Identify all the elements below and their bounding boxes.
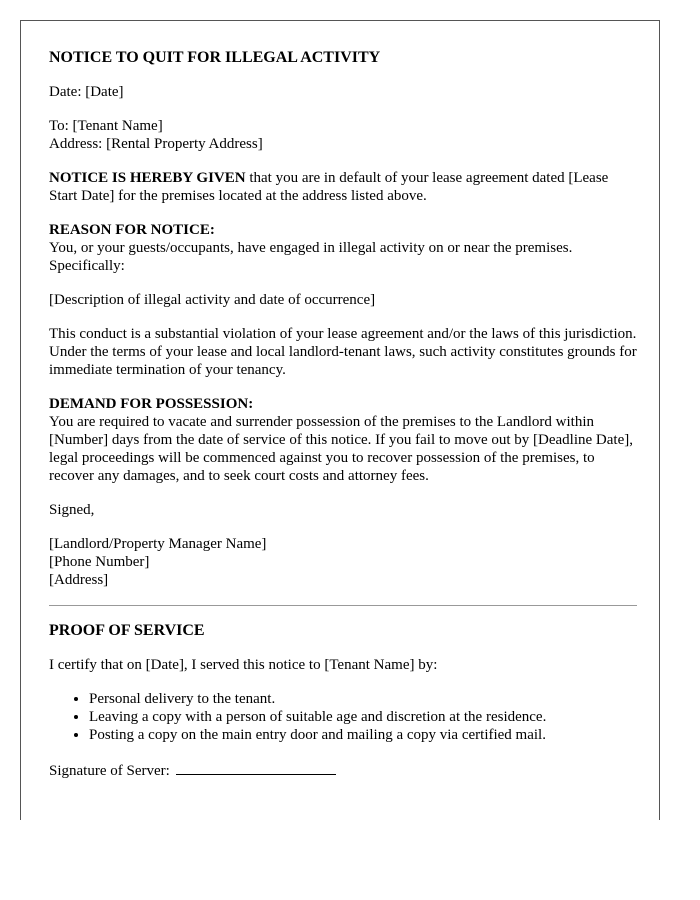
signed-label: Signed, <box>49 502 95 518</box>
signer-address: [Address] <box>49 572 109 588</box>
reason-section <box>49 221 637 275</box>
notice-paragraph <box>49 169 637 205</box>
demand-text: You are required to vacate and surrender possession of the premises to the Landlord within [Number] days from the date of service of this notice. If you fail to move out by [Deadline Date], legal proceedings will be commenced against you to recover possession of the premises, to recover any damages, and to seek court costs and attorney fees. <box>49 414 633 484</box>
list-item: • Posting a copy on the main entry door and mailing a copy via certified mail. <box>89 726 637 744</box>
signer-block <box>49 535 637 589</box>
document-title: NOTICE TO QUIT FOR ILLEGAL ACTIVITY <box>49 49 381 66</box>
section-divider <box>49 605 637 606</box>
list-item: • Leaving a copy with a person of suitable age and discretion at the residence. <box>89 708 637 726</box>
signature-row <box>49 760 637 780</box>
demand-section <box>49 395 637 485</box>
recipient-block <box>49 117 637 153</box>
description-placeholder: [Description of illegal activity and date of occurrence] <box>49 292 376 308</box>
notice-lead: NOTICE IS HEREBY GIVEN <box>49 170 246 186</box>
date-line: Date: [Date] <box>49 84 124 100</box>
signer-phone: [Phone Number] <box>49 554 150 570</box>
certify-text: I certify that on [Date], I served this notice to [Tenant Name] by: <box>49 657 438 673</box>
signature-line <box>176 760 336 775</box>
demand-heading: DEMAND FOR POSSESSION: <box>49 396 254 412</box>
list-item: • Personal delivery to the tenant. <box>89 690 637 708</box>
service-methods-list <box>49 690 637 744</box>
proof-title: PROOF OF SERVICE <box>49 622 205 639</box>
signature-label: Signature of Server: <box>49 763 170 779</box>
conduct-paragraph: This conduct is a substantial violation of your lease agreement and/or the laws of this jurisdiction. Under the terms of your lease and local landlord-tenant laws, such activity constitutes grounds for immediate termination of your tenancy. <box>49 326 637 378</box>
reason-heading: REASON FOR NOTICE: <box>49 222 215 238</box>
notice-text: that you are in default of your lease agreement dated [Lease Start Date] for the premises located at the address listed above. <box>49 170 609 204</box>
address-line: Address: [Rental Property Address] <box>49 136 263 152</box>
to-line: To: [Tenant Name] <box>49 118 163 134</box>
reason-text: You, or your guests/occupants, have engaged in illegal activity on or near the premises. Specifically: <box>49 240 573 274</box>
signer-name: [Landlord/Property Manager Name] <box>49 536 267 552</box>
document-content <box>49 49 637 796</box>
document-page <box>20 20 660 820</box>
